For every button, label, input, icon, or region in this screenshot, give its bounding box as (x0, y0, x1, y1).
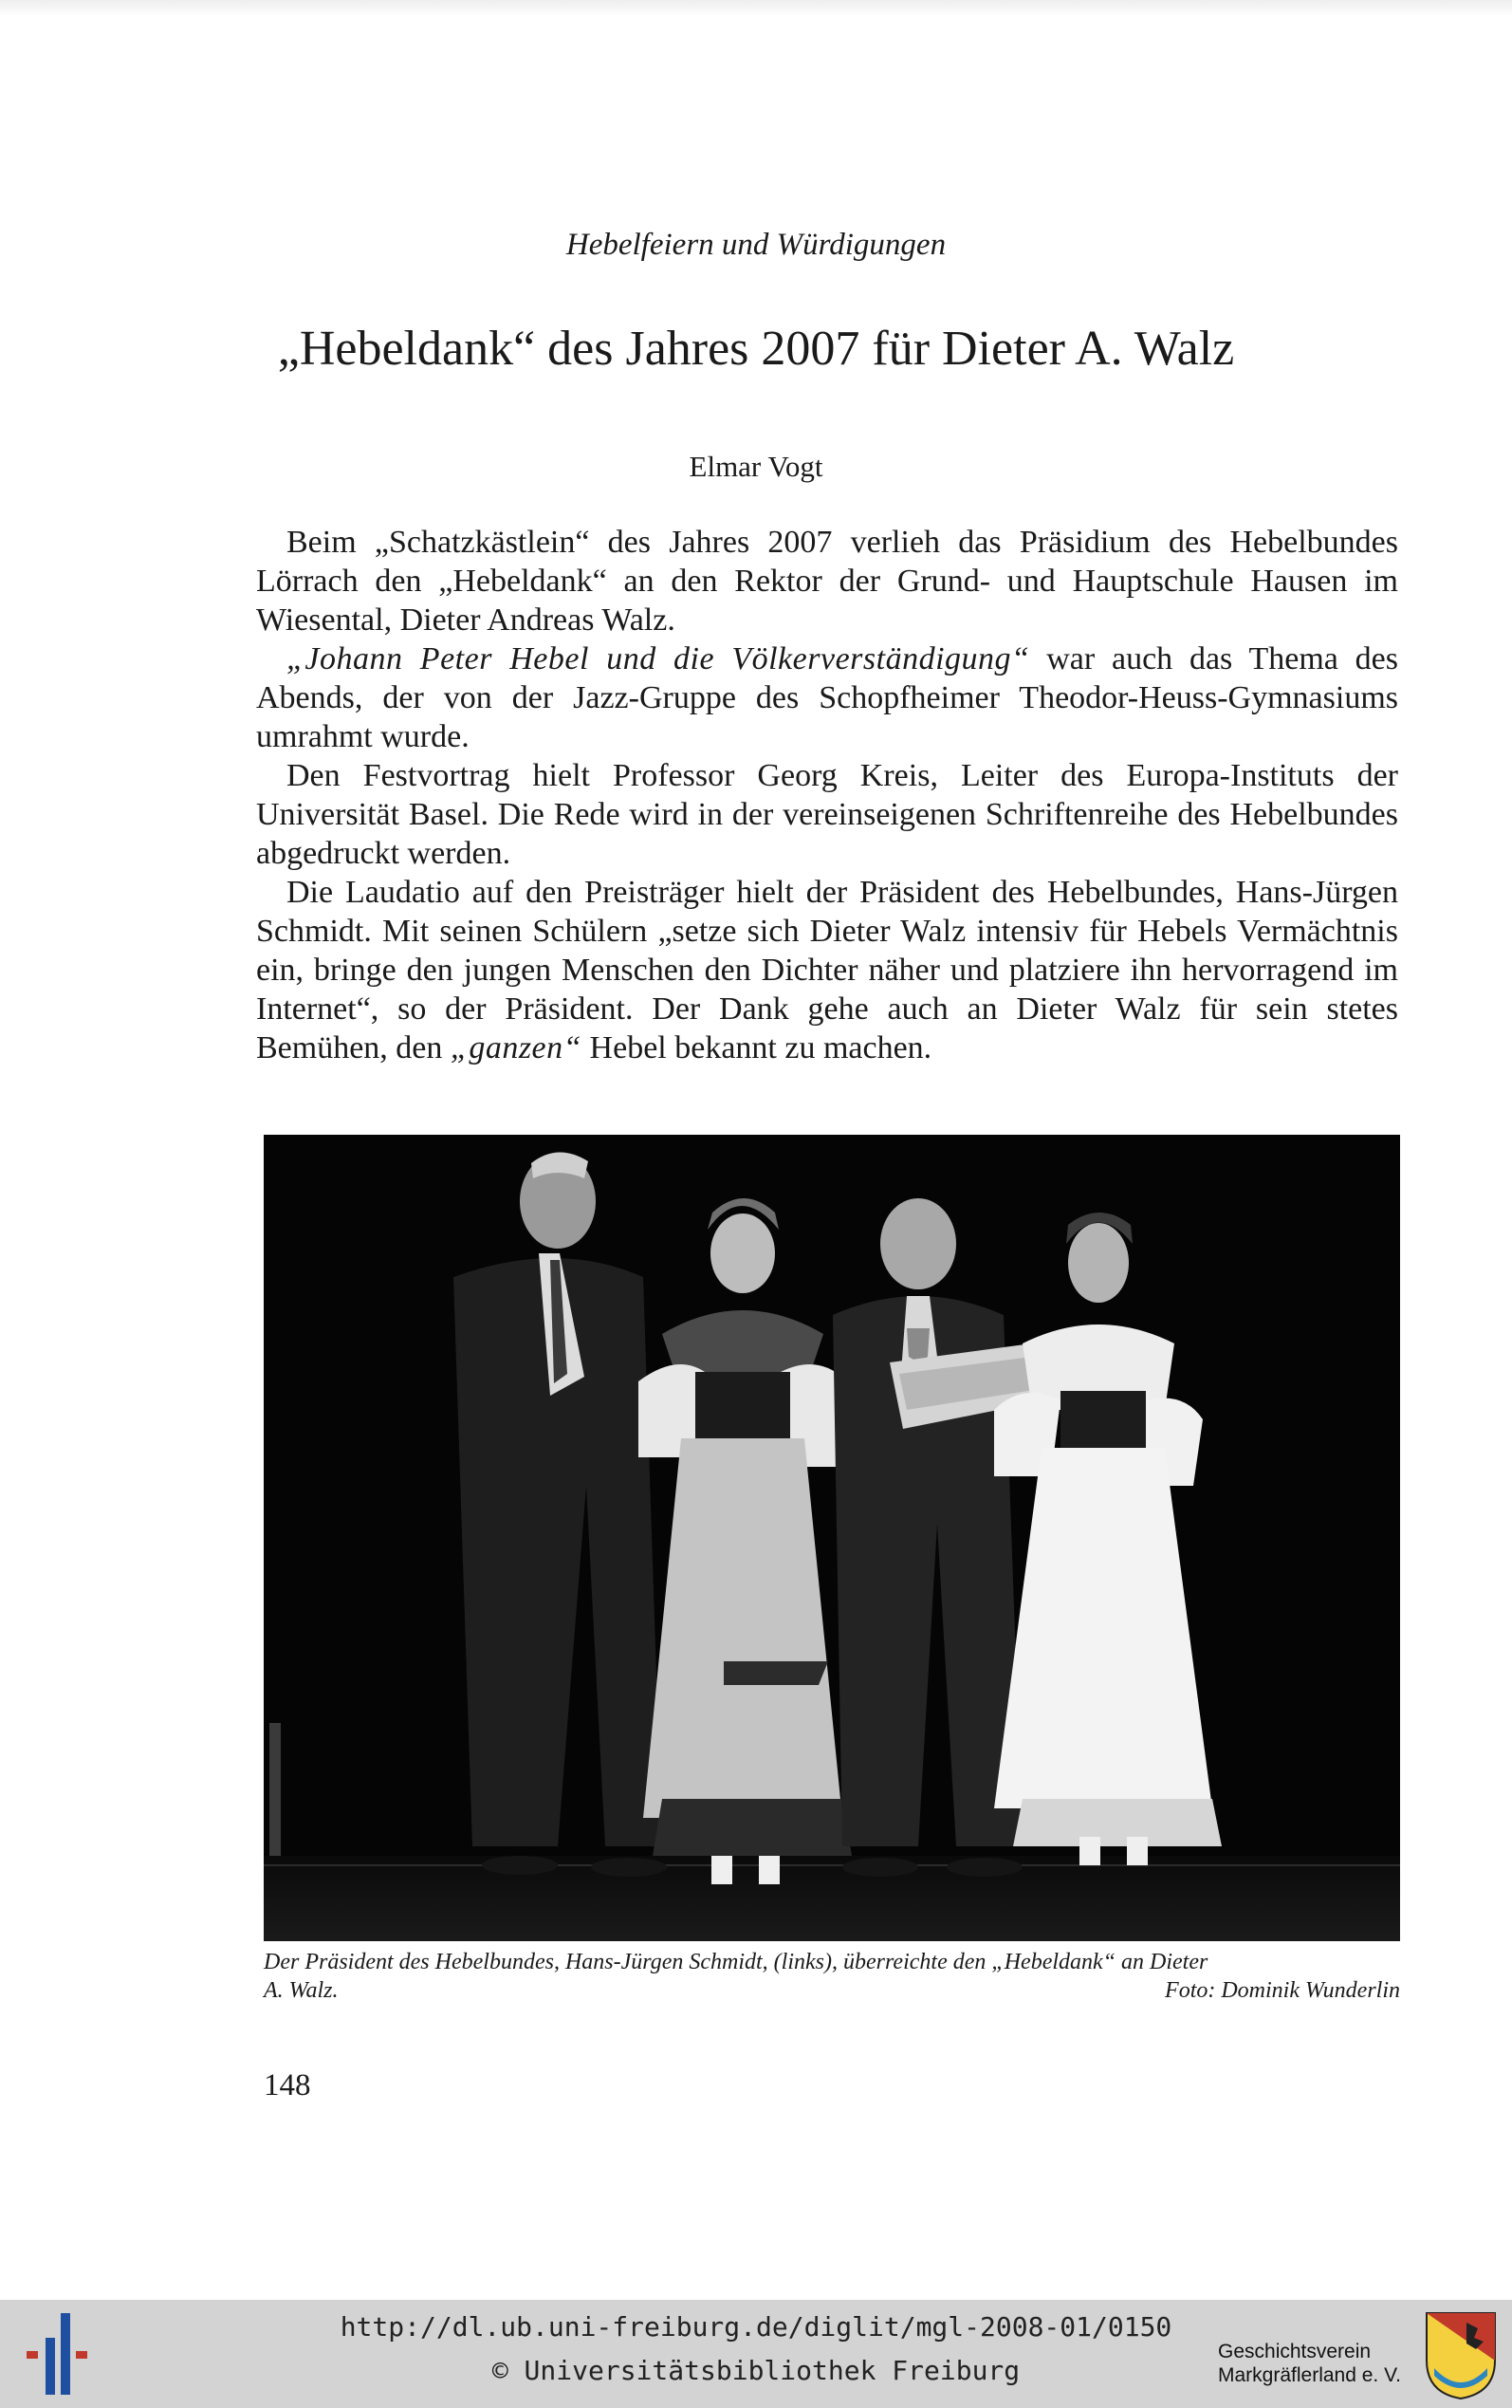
caption-line-1: Der Präsident des Hebelbundes, Hans-Jürgen Schmidt, (links), überreichte den „Hebeldank“ an Dieter (264, 1950, 1208, 1974)
photo-credit: Foto: Dominik Wunderlin (1165, 1978, 1400, 2003)
section-header: Hebelfeiern und Würdigungen (565, 228, 947, 262)
footer-society-name (1218, 2340, 1427, 2387)
caption-line-2: A. Walz. (264, 1978, 339, 2003)
footer-bar (0, 2300, 1512, 2408)
footer-copyright: © Universitätsbibliothek Freiburg (491, 2355, 1021, 2386)
paragraph-4 (256, 873, 1398, 1067)
paragraph-2-italic: „Johann Peter Hebel und die Völkerverständigung“ (286, 641, 1030, 676)
footer-url-link[interactable]: http://dl.ub.uni-freiburg.de/diglit/mgl-2008-01/0150 (340, 2311, 1172, 2343)
award-photo-illustration (264, 1135, 1400, 1941)
photo-caption (264, 1948, 1400, 2005)
award-photo (264, 1135, 1400, 1941)
society-line-1: Geschichtsverein (1218, 2341, 1372, 2362)
paragraph-4-text-start: Die Laudatio auf den Preisträger hielt der Präsident des Hebelbundes, Hans-Jürgen Schmidt. Mit seinen Schülern „setze sich Dieter Walz intensiv für Hebels Vermächtnis ein, bringe den jungen Menschen den Dichter näher und platziere ihn hervorragend im Internet“, so der Präsident. Der Dank gehe auch an Dieter Walz für sein stetes Bemühen, den (256, 875, 1398, 1065)
paragraph-4-text-end: Hebel bekannt zu machen. (581, 1030, 932, 1065)
paragraph-4-italic: „ganzen“ (450, 1030, 582, 1065)
paragraph-1: Beim „Schatzkästlein“ des Jahres 2007 verlieh das Präsidium des Hebelbundes Lörrach den „Hebeldank“ an den Rektor der Grund- und Hauptschule Hausen im Wiesental, Dieter Andreas Walz. (256, 525, 1398, 638)
article-title: „Hebeldank“ des Jahres 2007 für Dieter A. Walz (277, 322, 1235, 376)
scan-edge (0, 0, 1512, 17)
article-body (256, 523, 1398, 1067)
society-line-2: Markgräflerland e. V. (1218, 2364, 1401, 2386)
paragraph-2-text: war auch das Thema des Abends, der von der Jazz-Gruppe des Schopfheimer Theodor-Heuss-Gymnasiums umrahmt wurde. (256, 641, 1398, 754)
society-crest-icon (1423, 2309, 1499, 2402)
caption-credit-row (264, 1976, 1400, 2005)
paragraph-2 (256, 639, 1398, 756)
article-author: Elmar Vogt (689, 450, 823, 483)
paragraph-3: Den Festvortrag hielt Professor Georg Kreis, Leiter des Europa-Instituts der Universität Basel. Die Rede wird in der vereinseigenen Schriftenreihe des Hebelbundes abgedruckt werden. (256, 758, 1398, 871)
page-number: 148 (264, 2068, 311, 2102)
